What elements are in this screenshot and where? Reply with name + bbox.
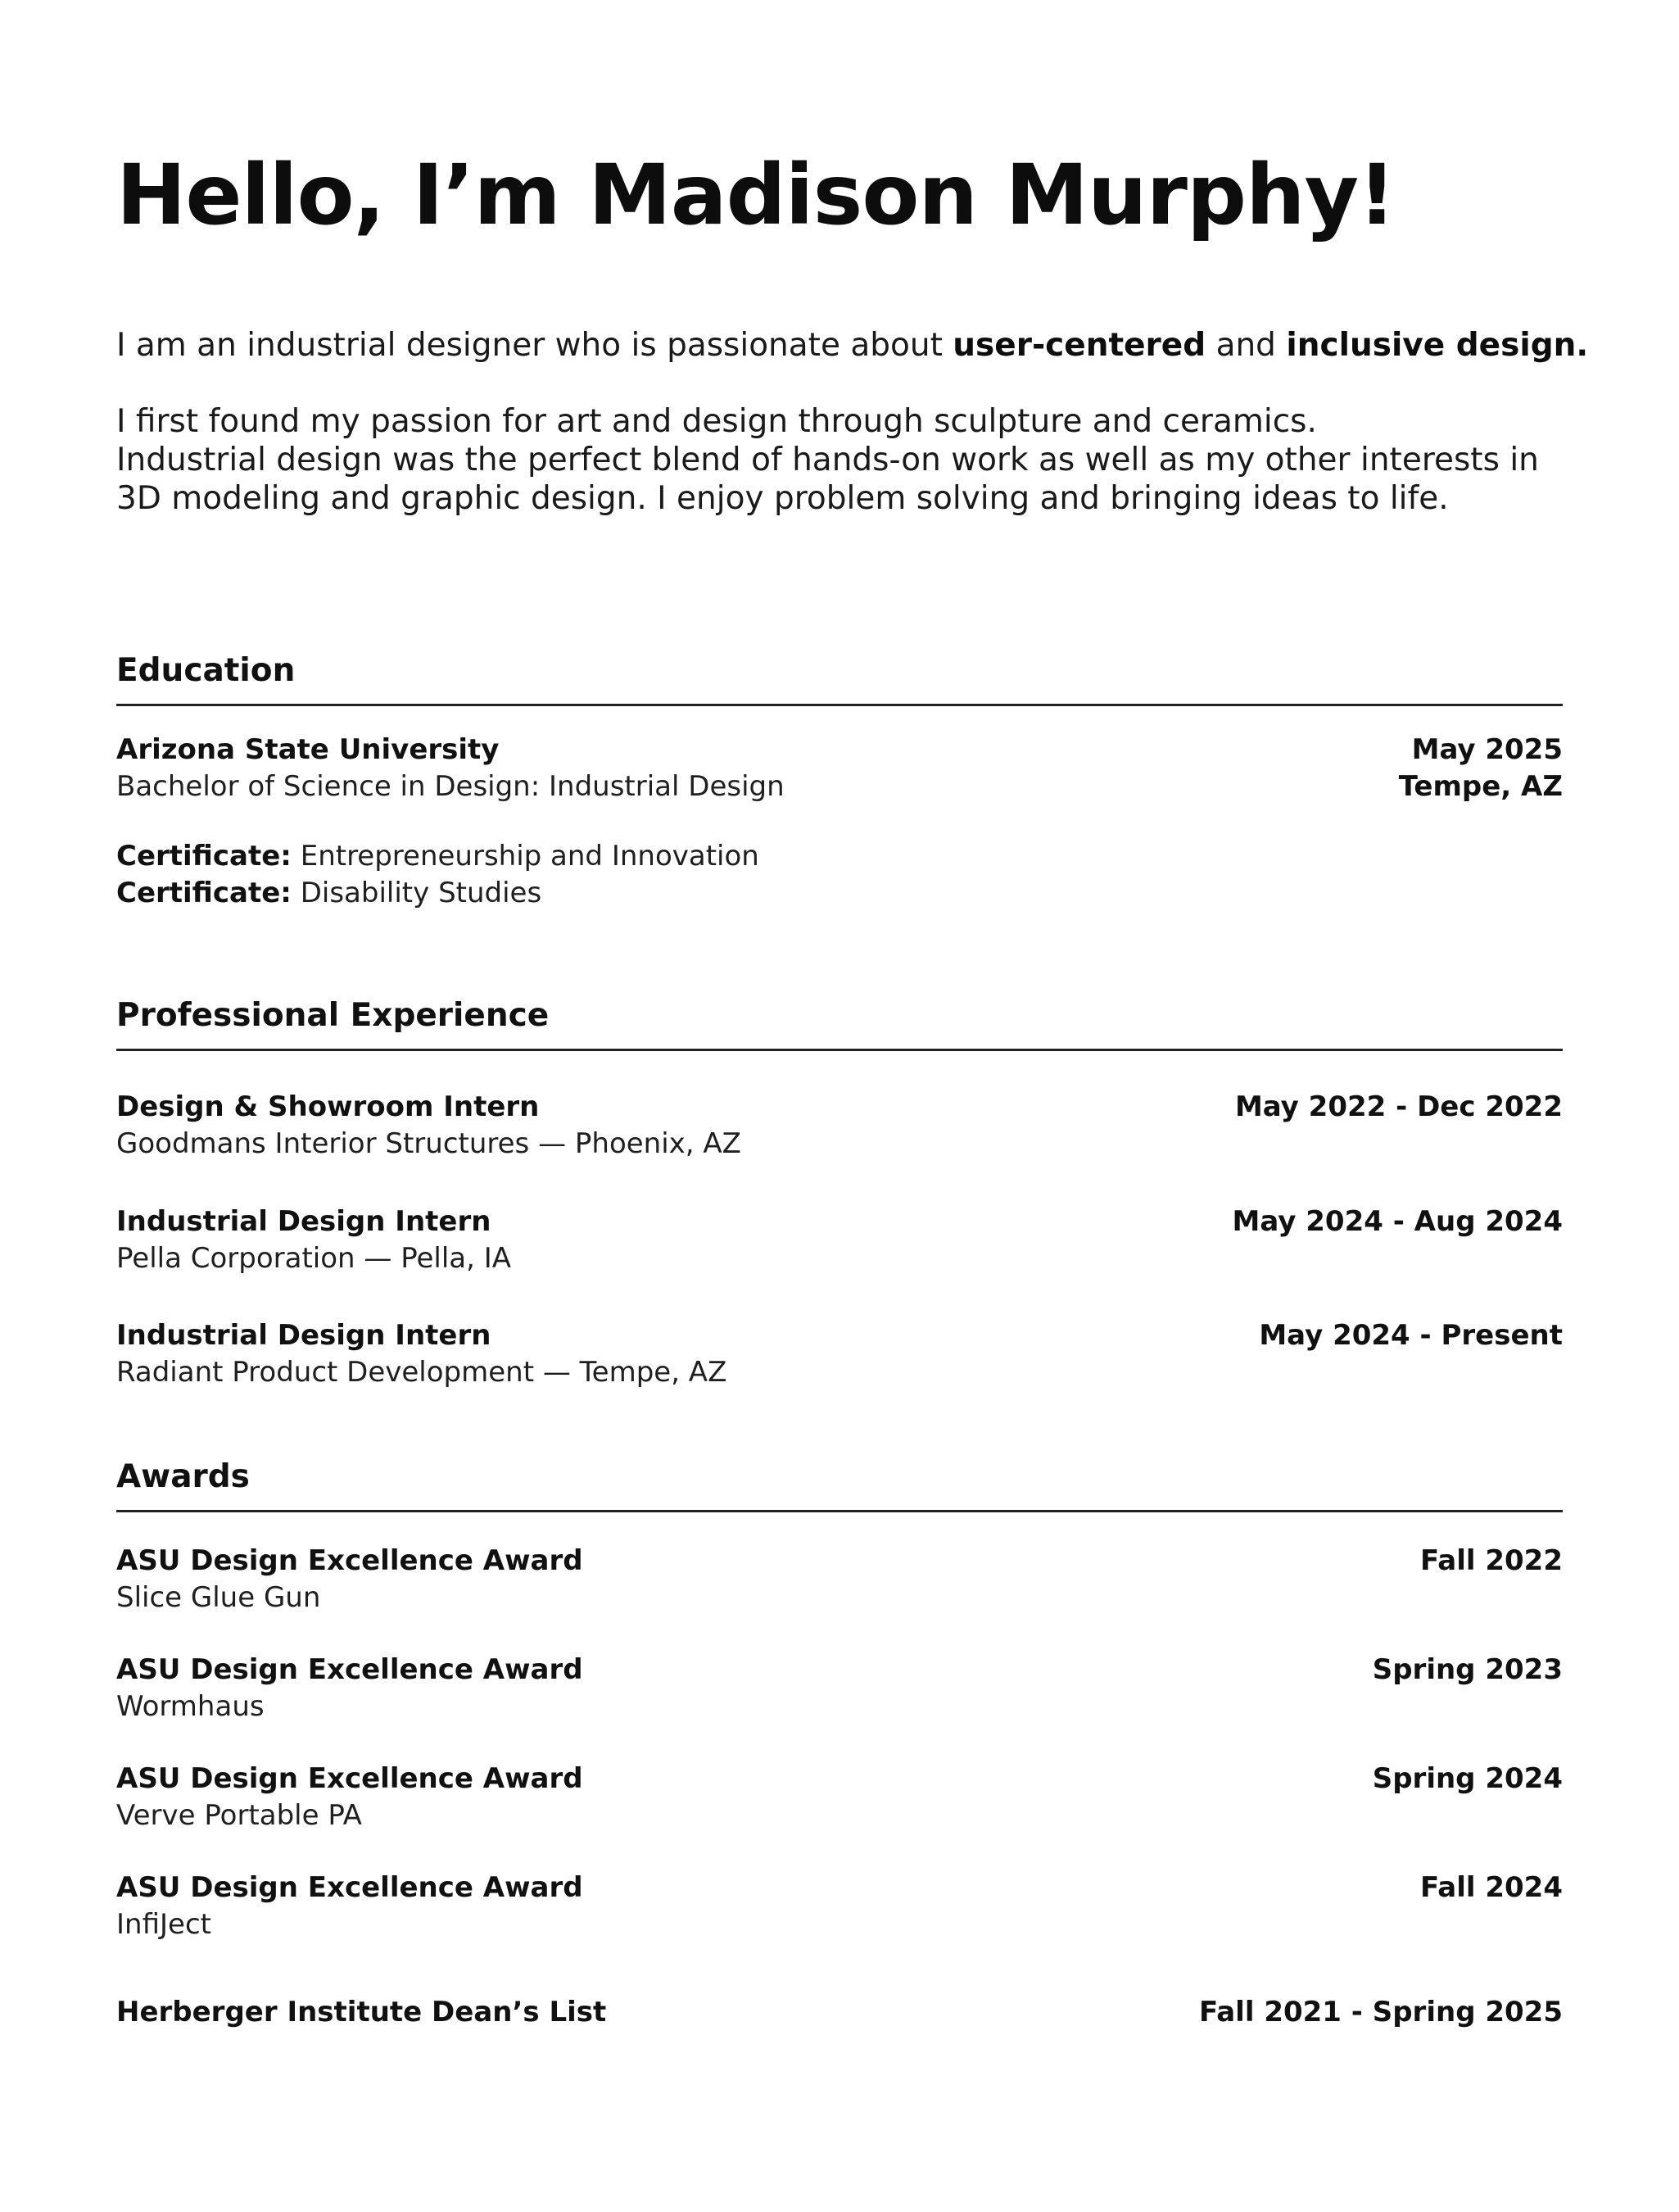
experience-company: Radiant Product Development — Tempe, AZ	[116, 1356, 727, 1389]
award-date: Spring 2024	[1372, 1762, 1563, 1795]
education-meta	[1399, 732, 1563, 805]
award-item	[116, 1870, 1563, 1943]
award-item	[116, 1652, 1563, 1725]
award-details	[116, 1870, 583, 1943]
award-project: Wormhaus	[116, 1690, 265, 1723]
education-entry	[116, 732, 1563, 805]
experience-company: Pella Corporation — Pella, IA	[116, 1242, 512, 1275]
certificate-list	[116, 838, 759, 912]
intro-line: Industrial design was the perfect blend of hands-on work as well as my other interests in	[116, 442, 1539, 478]
education-details	[116, 732, 785, 805]
experience-dates: May 2024 - Aug 2024	[1232, 1205, 1563, 1238]
education-heading: Education	[116, 652, 296, 689]
experience-details	[116, 1089, 741, 1163]
experience-details	[116, 1203, 511, 1277]
certificate-label: Certificate:	[116, 877, 292, 909]
award-date: Fall 2022	[1420, 1544, 1563, 1577]
award-date: Spring 2023	[1372, 1653, 1563, 1686]
award-details	[116, 1543, 583, 1616]
degree: Bachelor of Science in Design: Industrial Design	[116, 770, 785, 803]
award-name: ASU Design Excellence Award	[116, 1762, 583, 1795]
intro	[116, 326, 1591, 518]
certificate-value: Disability Studies	[291, 877, 542, 909]
page-title: Hello, I’m Madison Murphy!	[116, 147, 1396, 244]
intro-text: I am an industrial designer who is passionate about	[116, 327, 953, 364]
award-details	[116, 1761, 583, 1834]
certificate-item	[116, 838, 759, 875]
intro-paragraph-2	[116, 402, 1591, 518]
certificate-item	[116, 875, 759, 912]
experience-dates: May 2024 - Present	[1259, 1319, 1563, 1352]
experience-company: Goodmans Interior Structures — Phoenix, AZ	[116, 1127, 741, 1160]
deans-list-name: Herberger Institute Dean’s List	[116, 1996, 607, 2028]
award-item	[116, 1543, 1563, 1616]
experience-item	[116, 1317, 1563, 1391]
deans-list-date: Fall 2021 - Spring 2025	[1199, 1996, 1563, 2028]
intro-text: and	[1206, 327, 1287, 364]
experience-heading: Professional Experience	[116, 997, 550, 1034]
education-divider	[116, 704, 1563, 706]
award-name: ASU Design Excellence Award	[116, 1653, 583, 1686]
education-location: Tempe, AZ	[1398, 770, 1563, 803]
award-project: Verve Portable PA	[116, 1799, 362, 1832]
intro-line: I first found my passion for art and design through sculpture and ceramics.	[116, 403, 1317, 440]
awards-heading: Awards	[116, 1458, 250, 1495]
certificate-label: Certificate:	[116, 840, 292, 873]
award-item	[116, 1761, 1563, 1834]
experience-divider	[116, 1049, 1563, 1051]
certificate-value: Entrepreneurship and Innovation	[291, 840, 759, 873]
award-name: ASU Design Excellence Award	[116, 1871, 583, 1904]
experience-role: Industrial Design Intern	[116, 1319, 491, 1352]
deans-list-item	[116, 1994, 1563, 2031]
intro-emphasis-user-centered: user-centered	[953, 327, 1206, 364]
education-date: May 2025	[1411, 733, 1563, 766]
certificates	[116, 838, 1563, 912]
intro-paragraph-1	[116, 326, 1591, 365]
award-date: Fall 2024	[1420, 1871, 1563, 1904]
experience-details	[116, 1317, 726, 1391]
intro-emphasis-inclusive: inclusive design.	[1286, 327, 1589, 364]
experience-item	[116, 1089, 1563, 1163]
experience-role: Industrial Design Intern	[116, 1205, 491, 1238]
award-name: ASU Design Excellence Award	[116, 1544, 583, 1577]
award-project: Slice Glue Gun	[116, 1581, 321, 1614]
experience-dates: May 2022 - Dec 2022	[1234, 1090, 1563, 1123]
experience-item	[116, 1203, 1563, 1277]
award-details	[116, 1652, 583, 1725]
intro-line: 3D modeling and graphic design. I enjoy problem solving and bringing ideas to life.	[116, 480, 1449, 517]
school-name: Arizona State University	[116, 733, 500, 766]
awards-divider	[116, 1510, 1563, 1512]
award-project: InfiJect	[116, 1908, 211, 1941]
experience-role: Design & Showroom Intern	[116, 1090, 540, 1123]
